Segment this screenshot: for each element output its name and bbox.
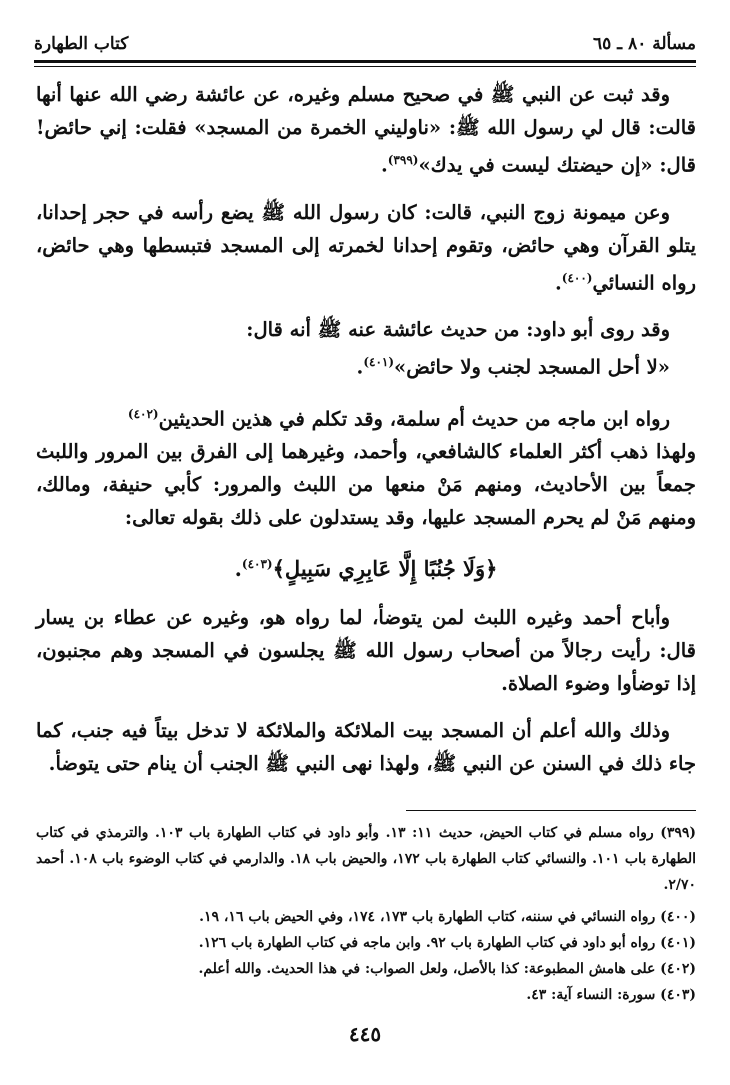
running-header [34,28,696,62]
paragraph-maymuna-hadith: وعن ميمونة زوج النبي، قالت: كان رسول الله ﷺ يضع رأسه في حجر إحدانا، يتلو القرآن وهي حائض، وتقوم إحدانا لخمرته إلى المسجد فتبسطها وهي حائض، رواه النسائي$^{(٤٠٠)}$. [36,200,696,294]
paragraph-ibn-majah: رواه ابن ماجه من حديث أم سلمة، وقد تكلم في هذين الحديثين$^{(٤٠٢)}$ [127,406,670,430]
footnote-ref-403: (٤٠٣) [241,557,273,571]
footnotes [36,820,696,1008]
footnote-400: (٤٠٠) رواه النسائي في سننه، كتاب الطهارة باب ١٧٣، ١٧٤، وفي الحيض باب ١٦، ١٩. [199,909,696,925]
paragraph-abu-dawud-intro: وقد روى أبو داود: من حديث عائشة عنه ﷺ أنه قال: [246,318,670,341]
header-section-title: مسألة ٨٠ ـ ٦٥ [592,34,696,54]
page-number: ٤٤٥ [348,1022,382,1046]
footnote-separator [406,810,696,811]
paragraph-aisha-hadith: وقد ثبت عن النبي ﷺ في صحيح مسلم وغيره، عن عائشة رضي الله عنها أنها قالت: قال لي رسول الله ﷺ: «ناوليني الخمرة من المسجد» فقلت: إني حائض! قال: «إن حيضتك ليست في يدك»$^{(٣٩٩)}$. [36,83,696,177]
footnote-ref-401: (٤٠١) [363,355,395,369]
header-rule-thin [34,66,696,67]
header-rule-thick [34,60,696,63]
paragraph-scholars-opinions: ولهذا ذهب أكثر العلماء كالشافعي، وأحمد، وغيرهما إلى الفرق بين المرور واللبث جمعاً بين الأحاديث، ومنهم مَنْ منعها من اللبث والمرور: كأبي حنيفة، ومالك، ومنهم مَنْ لم يحرم المسجد عليها، وقد يستدلون على ذلك بقوله تعالى: [36,440,696,529]
footnote-399: (٣٩٩) رواه مسلم في كتاب الحيض، حديث ١١: ١٣. وأبو داود في كتاب الطهارة باب ١٠٣. والترمذي في كتاب الطهارة باب ١٠١. والنسائي كتاب الطهارة باب ١٧٢، والحيض باب ١٨. والدارمي في كتاب الوضوء باب ١٠٨. أحمد ٢/٧٠. [36,825,697,893]
main-text [36,78,696,794]
footnote-ref-399: (٣٩٩) [387,153,419,167]
footnote-402: (٤٠٢) على هامش المطبوعة: كذا بالأصل، ولعل الصواب: في هذا الحديث. والله أعلم. [198,961,696,977]
paragraph-abu-dawud-quote: «لا أحل المسجد لجنب ولا حائض»$^{(٤٠١)}$. [356,355,670,379]
quran-verse: ﴿وَلَا جُنُبًا إِلَّا عَابِرِي سَبِيلٍ﴾$^{(٤٠٣)}$. [234,556,498,581]
footnote-ref-402: (٤٠٢) [127,406,159,421]
paragraph-angels-house: وذلك والله أعلم أن المسجد بيت الملائكة والملائكة لا تدخل بيتاً فيه جنب، كما جاء ذلك في السنن عن النبي ﷺ، ولهذا نهى النبي ﷺ الجنب أن ينام حتى يتوضأ. [36,719,696,775]
footnote-403: (٤٠٣) سورة: النساء آية: ٤٣. [526,987,696,1003]
footnote-ref-400: (٤٠٠) [561,270,593,285]
footnote-401: (٤٠١) رواه أبو داود في كتاب الطهارة باب ٩٢. وابن ماجه في كتاب الطهارة باب ١٢٦. [198,935,696,951]
paragraph-ahmad-permission: وأباح أحمد وغيره اللبث لمن يتوضأ، لما رواه هو، وغيره عن عطاء بن يسار قال: رأيت رجالاً من أصحاب رسول الله ﷺ يجلسون في المسجد وهم مجنبون، إذا توضأوا وضوء الصلاة. [36,606,696,695]
header-book-title: كتاب الطهارة [34,34,129,54]
